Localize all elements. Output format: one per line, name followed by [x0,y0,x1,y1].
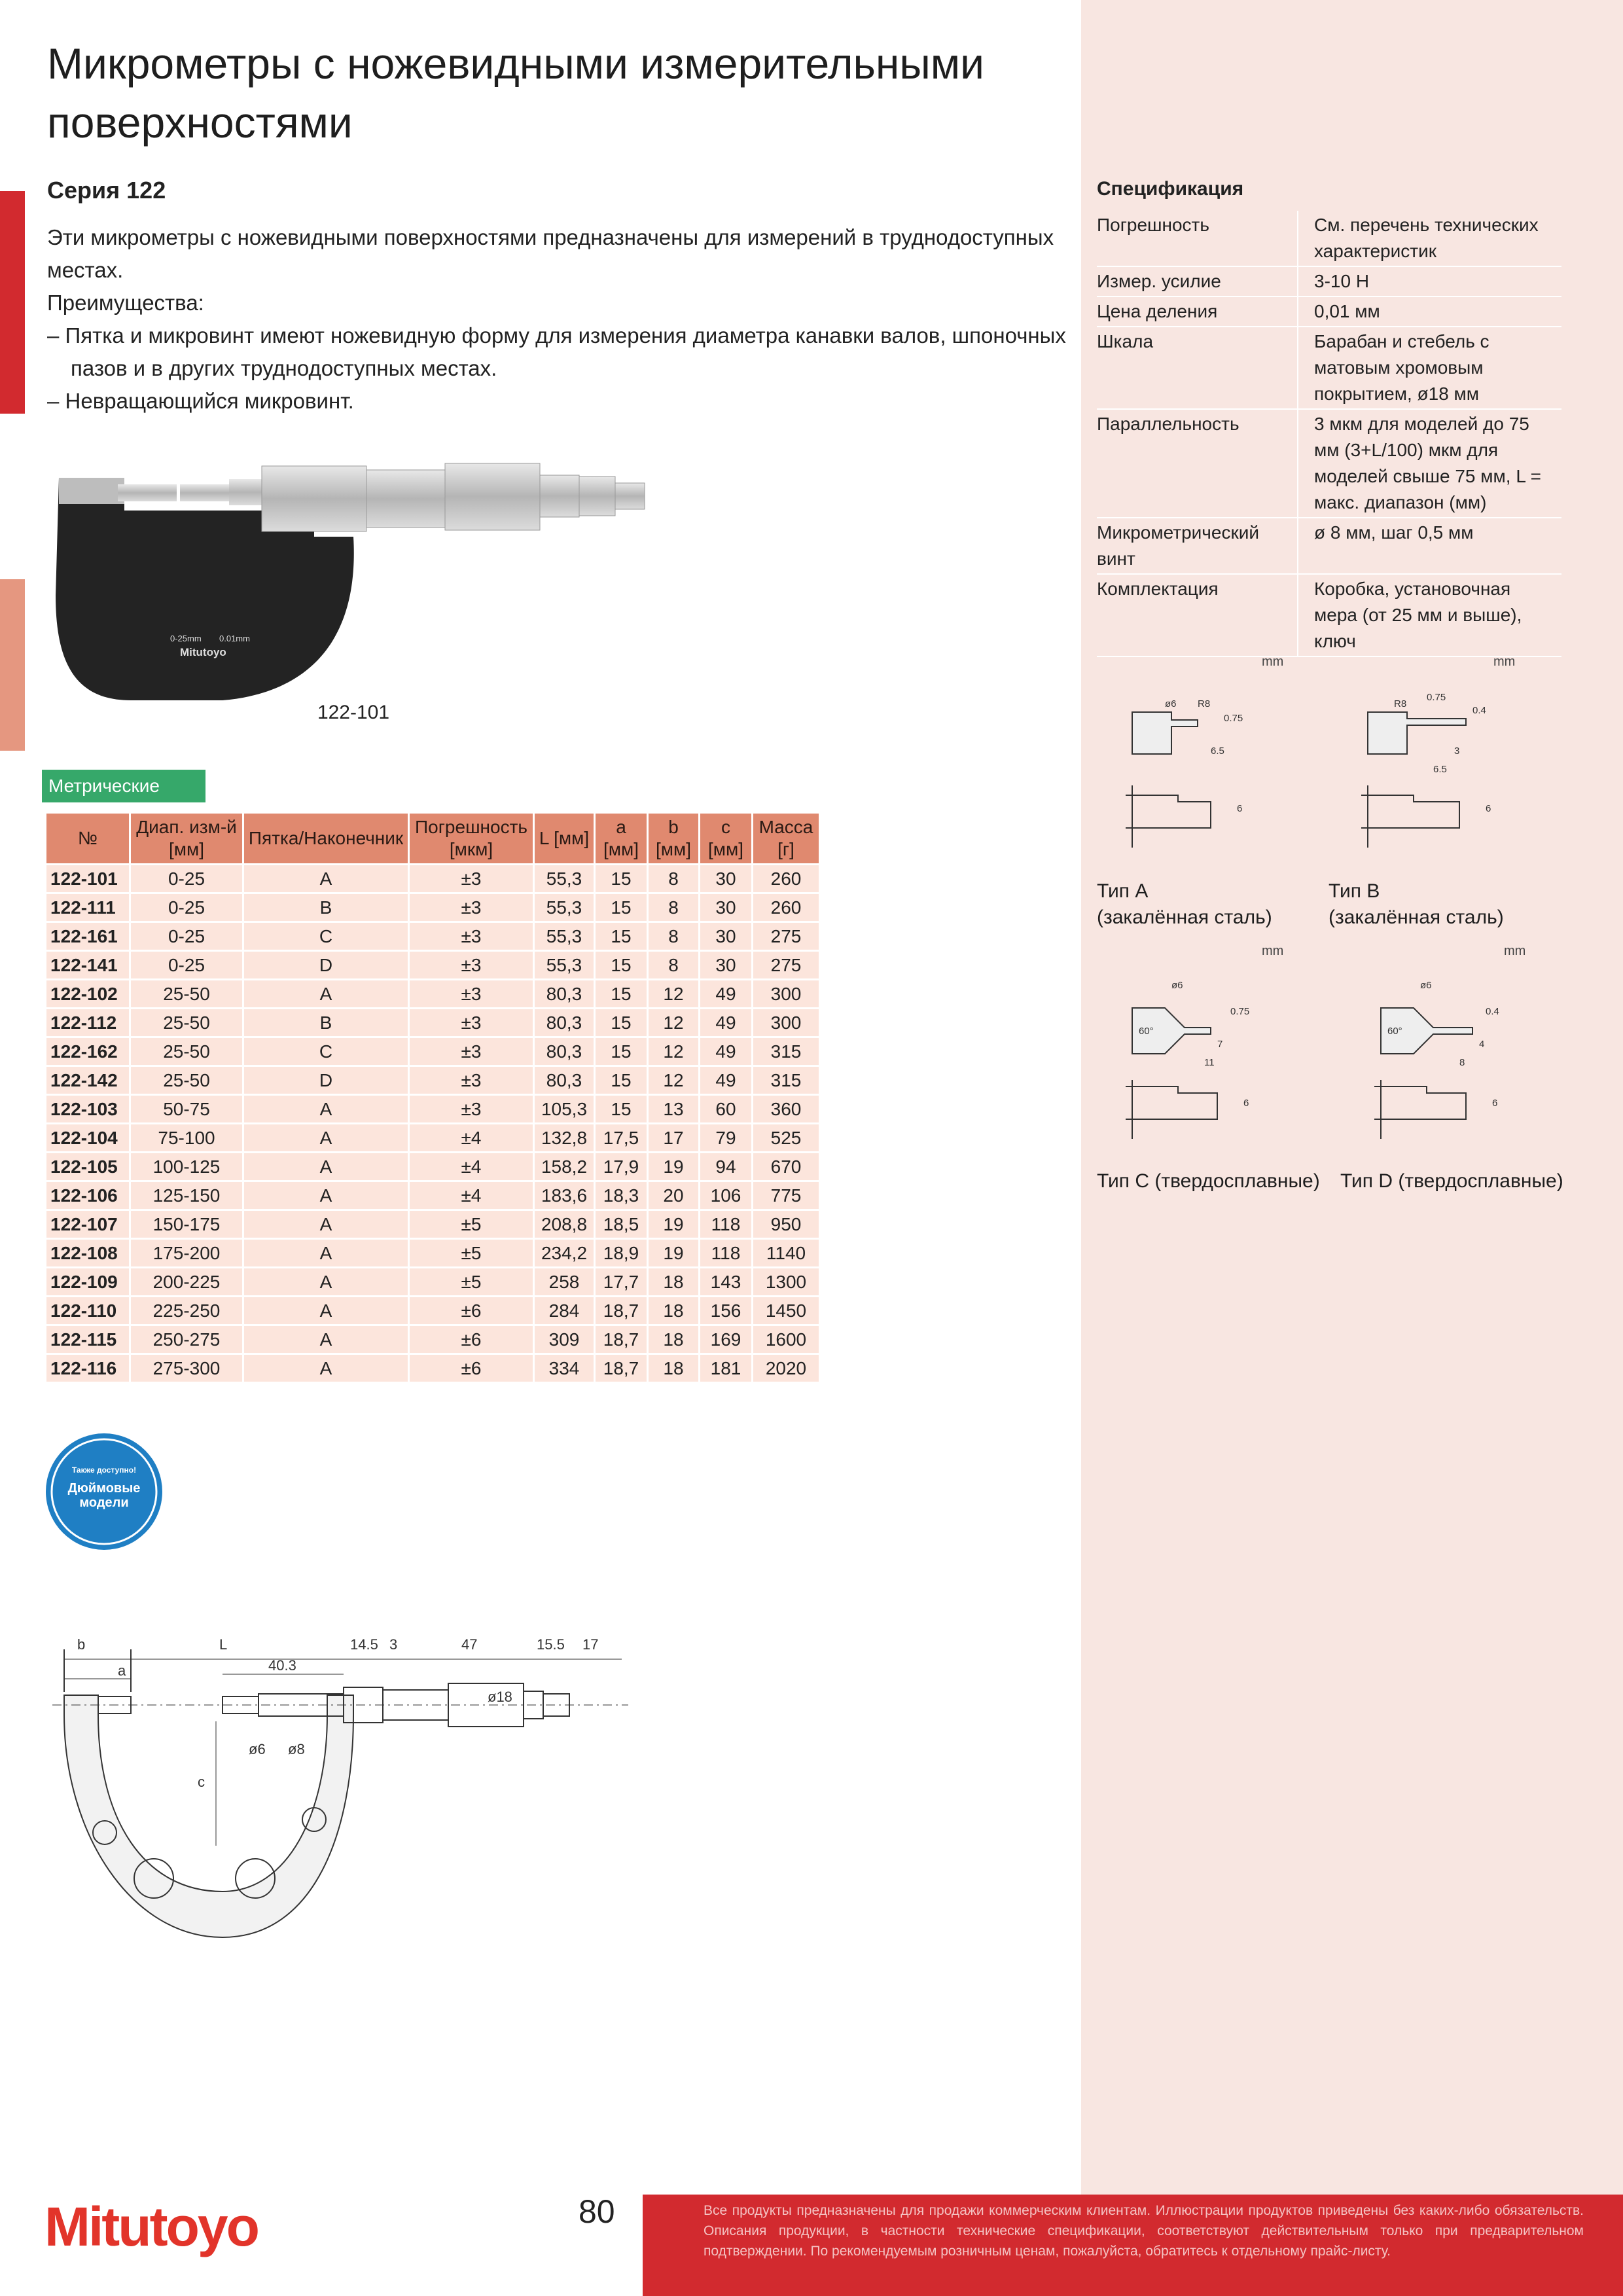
table-cell: A [244,1211,408,1238]
spec-key: Погрешность [1097,211,1298,266]
badge-main-line1: Дюймовые [67,1481,141,1496]
table-cell: 80,3 [535,1038,594,1065]
table-cell: 275-300 [131,1355,242,1382]
table-cell: 122-106 [46,1182,129,1209]
table-cell: 175-200 [131,1240,242,1266]
table-header-cell: Пятка/Наконечник [244,814,408,863]
table-cell: 118 [700,1240,751,1266]
tip-d-diagram [1361,962,1558,1145]
drawing-label: 47 [461,1636,478,1653]
table-cell: 94 [700,1153,751,1180]
spec-value: 3 мкм для моделей до 75 мм (3+L/100) мкм для моделей свыше 75 мм, L = макс. диапазон (мм) [1298,409,1561,518]
table-cell: 55,3 [535,923,594,950]
tip-d-dim: ø6 [1420,980,1432,991]
table-cell: 260 [753,894,819,921]
spec-row [1097,266,1561,296]
table-row [46,980,819,1007]
table-cell: ±6 [410,1355,533,1382]
tip-c-label: Тип C (твердосплавные) [1097,1170,1320,1192]
table-cell: 275 [753,952,819,978]
table-cell: ±3 [410,1009,533,1036]
table-cell: 17,7 [596,1268,647,1295]
tip-b-dim: 0.4 [1472,705,1486,716]
table-cell: 15 [596,1096,647,1122]
spec-row [1097,211,1561,266]
table-cell: 100-125 [131,1153,242,1180]
table-cell: A [244,980,408,1007]
table-body [46,865,819,1382]
drawing-label: L [219,1636,228,1653]
table-cell: 775 [753,1182,819,1209]
table-cell: 158,2 [535,1153,594,1180]
spec-value: См. перечень технических характеристик [1298,211,1561,266]
table-cell: C [244,1038,408,1065]
table-cell: 18 [649,1268,698,1295]
table-cell: 8 [649,952,698,978]
table-cell: 15 [596,894,647,921]
unit-label: mm [1262,655,1284,669]
table-cell: 8 [649,923,698,950]
tip-c-dim: ø6 [1171,980,1183,991]
drawing-label: 15.5 [537,1636,565,1653]
spec-row [1097,327,1561,409]
table-header-row [46,814,819,863]
table-cell: ±3 [410,923,533,950]
tip-a-dim: 0.75 [1224,713,1243,724]
table-cell: 118 [700,1211,751,1238]
tip-b-dim: 6.5 [1433,764,1447,775]
table-cell: 17,9 [596,1153,647,1180]
table-cell: ±3 [410,1096,533,1122]
table-cell: 183,6 [535,1182,594,1209]
advantage-item: – Невращающийся микровинт. [47,389,354,413]
table-row [46,1096,819,1122]
table-cell: 18 [649,1355,698,1382]
table-cell: 122-162 [46,1038,129,1065]
table-cell: 30 [700,952,751,978]
table-cell: 0-25 [131,894,242,921]
table-cell: ±5 [410,1211,533,1238]
table-cell: ±4 [410,1124,533,1151]
drawing-label: 40.3 [268,1657,296,1674]
table-row [46,1268,819,1295]
spec-key: Микрометрический винт [1097,518,1298,574]
tip-c-diagram [1113,962,1309,1145]
badge-main-line2: модели [79,1496,129,1510]
table-cell: 1140 [753,1240,819,1266]
table-cell: A [244,1124,408,1151]
table-cell: A [244,1355,408,1382]
photo-range-mark: 0-25mm [170,634,202,643]
table-cell: 181 [700,1355,751,1382]
table-cell: 55,3 [535,894,594,921]
spec-title: Спецификация [1097,178,1244,200]
photo-caption: 122-101 [317,702,390,723]
table-cell: 122-142 [46,1067,129,1094]
drawing-label: ø18 [488,1689,512,1705]
tip-d-dim: 0.4 [1486,1006,1499,1017]
table-cell: 55,3 [535,865,594,892]
table-cell: 49 [700,1038,751,1065]
tip-c-dim: 60° [1139,1026,1154,1037]
intro-text [47,221,1068,418]
table-cell: 143 [700,1268,751,1295]
table-header-cell: c [мм] [700,814,751,863]
table-cell: 200-225 [131,1268,242,1295]
tip-a-dim: 6.5 [1211,745,1224,757]
table-cell: 122-112 [46,1009,129,1036]
table-cell: 17,5 [596,1124,647,1151]
table-cell: 275 [753,923,819,950]
table-cell: 122-103 [46,1096,129,1122]
table-cell: 30 [700,894,751,921]
table-header-cell: L [мм] [535,814,594,863]
table-cell: 315 [753,1067,819,1094]
table-cell: 122-105 [46,1153,129,1180]
table-cell: 150-175 [131,1211,242,1238]
table-cell: ±5 [410,1268,533,1295]
table-cell: 15 [596,1009,647,1036]
table-cell: 12 [649,1067,698,1094]
table-cell: 105,3 [535,1096,594,1122]
tip-d-dim: 60° [1387,1026,1402,1037]
table-row [46,923,819,950]
drawing-label: 3 [389,1636,398,1653]
unit-label: mm [1504,944,1526,958]
footer-disclaimer: Все продукты предназначены для продажи коммерческим клиентам. Иллюстрации продуктов приведены без каких-либо обязательств. Описания продукции, в частности технические спецификации, соответствуют действительным только при предварительном подтверждении. По рекомендуемым розничным ценам, пожалуйста, обратитесь к отдельному прайс-листу. [704,2203,1584,2259]
table-cell: 79 [700,1124,751,1151]
tip-a-label [1097,878,1272,931]
table-cell: 49 [700,1009,751,1036]
spec-row [1097,409,1561,518]
table-cell: 18,7 [596,1326,647,1353]
tip-d-dim: 6 [1492,1098,1498,1109]
tip-d-label: Тип D (твердосплавные) [1340,1170,1563,1192]
table-header-cell: Диап. изм-й [мм] [131,814,242,863]
table-cell: ±3 [410,865,533,892]
table-cell: 18,9 [596,1240,647,1266]
table-cell: 17 [649,1124,698,1151]
spec-key: Комплектация [1097,574,1298,656]
table-cell: 15 [596,980,647,1007]
table-cell: 25-50 [131,1067,242,1094]
table-cell: 234,2 [535,1240,594,1266]
table-row [46,894,819,921]
table-row [46,1009,819,1036]
series-label: Серия 122 [47,177,166,204]
table-cell: 15 [596,952,647,978]
unit-label: mm [1262,944,1284,958]
table-cell: 156 [700,1297,751,1324]
table-cell: 50-75 [131,1096,242,1122]
inch-models-badge [45,1432,164,1551]
table-row [46,1211,819,1238]
table-cell: A [244,1268,408,1295]
table-cell: 132,8 [535,1124,594,1151]
table-cell: D [244,1067,408,1094]
table-cell: 0-25 [131,923,242,950]
table-cell: ±6 [410,1326,533,1353]
table-cell: 122-110 [46,1297,129,1324]
table-cell: 80,3 [535,1067,594,1094]
table-cell: 2020 [753,1355,819,1382]
spec-key: Параллельность [1097,409,1298,518]
table-row [46,865,819,892]
table-cell: 18,3 [596,1182,647,1209]
table-row [46,1153,819,1180]
table-cell: 8 [649,894,698,921]
table-row [46,952,819,978]
table-cell: ±6 [410,1297,533,1324]
table-cell: A [244,1182,408,1209]
tip-a-name: Тип A [1097,880,1149,902]
tip-a-note: (закалённая сталь) [1097,906,1272,928]
tip-c-dim: 7 [1217,1039,1223,1050]
table-cell: 225-250 [131,1297,242,1324]
tip-b-label [1329,878,1504,931]
table-cell: B [244,894,408,921]
tip-d-dim: 4 [1479,1039,1485,1050]
table-cell: A [244,1240,408,1266]
table-cell: 49 [700,980,751,1007]
table-cell: 122-161 [46,923,129,950]
table-cell: 315 [753,1038,819,1065]
drawing-label: 14.5 [350,1636,378,1653]
table-header-cell: Масса [г] [753,814,819,863]
table-cell: 18,7 [596,1297,647,1324]
table-header-cell: № [46,814,129,863]
table-cell: 18,7 [596,1355,647,1382]
table-row [46,1182,819,1209]
photo-resolution-mark: 0.01mm [219,634,250,643]
table-cell: D [244,952,408,978]
table-cell: 19 [649,1153,698,1180]
page-number: 80 [579,2193,615,2230]
table-cell: ±3 [410,894,533,921]
table-cell: 15 [596,865,647,892]
table-cell: 49 [700,1067,751,1094]
tip-b-dim: 0.75 [1427,692,1446,703]
table-cell: 122-107 [46,1211,129,1238]
table-cell: 15 [596,1067,647,1094]
table-cell: 12 [649,1009,698,1036]
unit-label: mm [1493,655,1516,669]
spec-table [1097,211,1561,657]
spec-key: Цена деления [1097,296,1298,327]
table-cell: 0-25 [131,865,242,892]
table-cell: ±3 [410,980,533,1007]
tip-c-dim: 6 [1243,1098,1249,1109]
tip-a-dim: ø6 [1165,698,1177,709]
drawing-label: 17 [582,1636,599,1653]
table-cell: 12 [649,1038,698,1065]
drawing-label: b [77,1636,86,1653]
table-cell: 15 [596,1038,647,1065]
table-cell: 25-50 [131,1038,242,1065]
drawing-label: c [198,1774,205,1790]
table-cell: 13 [649,1096,698,1122]
tip-b-diagram [1348,681,1544,851]
table-cell: 670 [753,1153,819,1180]
tip-c-dim: 0.75 [1230,1006,1250,1017]
table-cell: 169 [700,1326,751,1353]
page-title: Микрометры с ножевидными измерительными поверхностями [47,39,985,147]
spec-value: Барабан и стебель с матовым хромовым покрытием, ø18 мм [1298,327,1561,409]
table-cell: B [244,1009,408,1036]
spec-row [1097,574,1561,656]
table-cell: 18 [649,1326,698,1353]
table-cell: 122-104 [46,1124,129,1151]
table-cell: 12 [649,980,698,1007]
table-cell: 122-116 [46,1355,129,1382]
table-cell: 80,3 [535,980,594,1007]
table-row [46,1240,819,1266]
table-cell: A [244,1096,408,1122]
table-cell: 18,5 [596,1211,647,1238]
spec-value: 3-10 Н [1298,266,1561,296]
table-cell: 30 [700,865,751,892]
table-cell: A [244,1326,408,1353]
advantages-label: Преимущества: [47,291,204,315]
table-cell: 1450 [753,1297,819,1324]
table-cell: 8 [649,865,698,892]
table-cell: 106 [700,1182,751,1209]
table-cell: 258 [535,1268,594,1295]
table-cell: 208,8 [535,1211,594,1238]
tip-b-dim: R8 [1394,698,1407,709]
spec-key: Шкала [1097,327,1298,409]
table-cell: 80,3 [535,1009,594,1036]
table-cell: 20 [649,1182,698,1209]
table-cell: 309 [535,1326,594,1353]
table-cell: 25-50 [131,1009,242,1036]
tip-c-dim: 11 [1204,1057,1215,1068]
table-cell: 122-102 [46,980,129,1007]
table-cell: 122-115 [46,1326,129,1353]
table-cell: ±4 [410,1182,533,1209]
table-row [46,1297,819,1324]
table-cell: ±3 [410,952,533,978]
spec-row [1097,518,1561,574]
table-cell: 0-25 [131,952,242,978]
advantage-item: – Пятка и микровинт имеют ножевидную форму для измерения диаметра канавки валов, шпоночных пазов и в других труднодоступных местах. [47,323,1066,380]
tip-b-dim: 3 [1454,745,1460,757]
tip-d-dim: 8 [1459,1057,1465,1068]
drawing-label: a [118,1662,126,1679]
models-table [45,812,821,1384]
table-cell: 300 [753,980,819,1007]
table-cell: 122-109 [46,1268,129,1295]
badge-top-text: Также доступно! [71,1465,137,1475]
tip-a-dim: 6 [1237,803,1243,814]
table-cell: 1600 [753,1326,819,1353]
table-cell: 334 [535,1355,594,1382]
table-header-cell: Погрешность [мкм] [410,814,533,863]
table-header-cell: a [мм] [596,814,647,863]
table-cell: ±4 [410,1153,533,1180]
table-cell: 18 [649,1297,698,1324]
table-row [46,1326,819,1353]
table-cell: A [244,865,408,892]
table-cell: 1300 [753,1268,819,1295]
table-cell: 360 [753,1096,819,1122]
table-cell: 15 [596,923,647,950]
table-cell: 122-101 [46,865,129,892]
table-cell: 122-108 [46,1240,129,1266]
tip-b-name: Тип B [1329,880,1380,902]
tip-a-diagram [1113,681,1309,851]
table-cell: 19 [649,1240,698,1266]
tip-a-dim: R8 [1198,698,1211,709]
metric-section-label: Метрические [42,770,205,802]
table-cell: 284 [535,1297,594,1324]
table-cell: 30 [700,923,751,950]
table-cell: 950 [753,1211,819,1238]
drawing-label: ø8 [288,1741,305,1757]
table-cell: ±3 [410,1038,533,1065]
micrometer-dimension-drawing [52,1610,641,1950]
spec-key: Измер. усилие [1097,266,1298,296]
table-cell: ±3 [410,1067,533,1094]
table-cell: 300 [753,1009,819,1036]
tip-b-dim: 6 [1486,803,1491,814]
spec-row [1097,296,1561,327]
micrometer-photo [52,452,668,713]
tip-b-note: (закалённая сталь) [1329,906,1504,928]
table-cell: A [244,1153,408,1180]
table-cell: 25-50 [131,980,242,1007]
table-cell: 75-100 [131,1124,242,1151]
table-cell: 55,3 [535,952,594,978]
table-cell: C [244,923,408,950]
table-cell: 125-150 [131,1182,242,1209]
drawing-label: ø6 [249,1741,266,1757]
accent-bar-red [0,191,25,414]
spec-value: Коробка, установочная мера (от 25 мм и выше), ключ [1298,574,1561,656]
table-cell: 250-275 [131,1326,242,1353]
table-cell: 122-141 [46,952,129,978]
table-header-cell: b [мм] [649,814,698,863]
photo-brand-mark: Mitutoyo [180,646,226,658]
table-cell: 60 [700,1096,751,1122]
intro-paragraph: Эти микрометры с ножевидными поверхностями предназначены для измерений в труднодоступных местах. [47,225,1054,282]
table-cell: 525 [753,1124,819,1151]
table-row [46,1067,819,1094]
spec-value: 0,01 мм [1298,296,1561,327]
table-row [46,1124,819,1151]
table-row [46,1355,819,1382]
table-cell: 260 [753,865,819,892]
table-cell: ±5 [410,1240,533,1266]
table-cell: 19 [649,1211,698,1238]
spec-value: ø 8 мм, шаг 0,5 мм [1298,518,1561,574]
mitutoyo-logo: Mitutoyo [45,2196,258,2257]
table-cell: 122-111 [46,894,129,921]
table-row [46,1038,819,1065]
accent-bar-salmon [0,579,25,751]
table-cell: A [244,1297,408,1324]
